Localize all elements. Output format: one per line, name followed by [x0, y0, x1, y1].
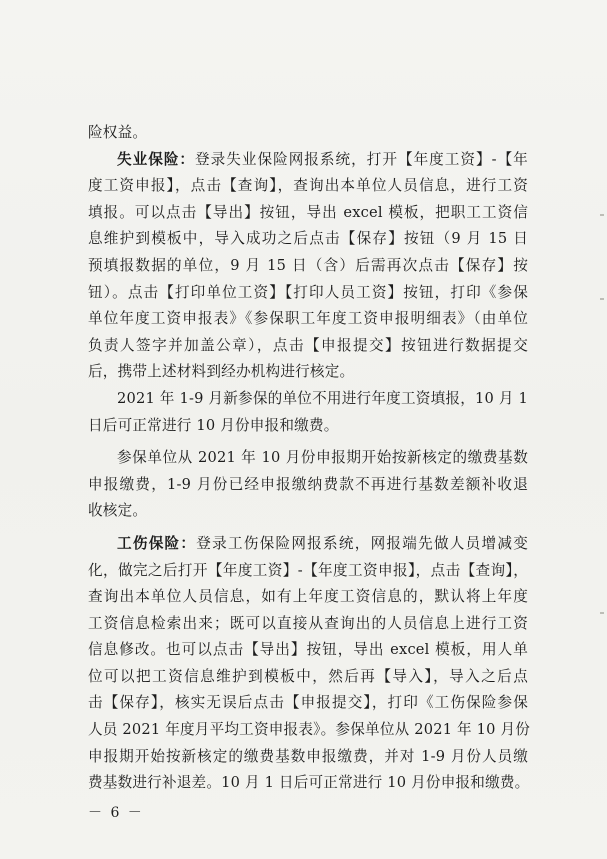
text-line: 填报。可以点击【导出】按钮，导出 excel 模板，把职工工资信: [88, 203, 528, 221]
text-line: 后，携带上述材料到经办机构进行核定。: [88, 363, 355, 381]
scan-mark: [600, 298, 604, 300]
text-line: 查询出本单位人员信息，如有上年度工资信息的，默认将上年度: [88, 588, 528, 606]
text-line: 度工资申报】，点击【查询】，查询出本单位人员信息，进行工资: [88, 177, 528, 195]
text-line: 位可以把工资信息维护到模板中，然后再【导入】，导入之后点: [88, 667, 528, 685]
text-line: 工资信息检索出来；既可以直接从查询出的人员信息上进行工资: [88, 614, 528, 632]
text-line: 失业保险：登录失业保险网报系统，打开【年度工资】-【年: [117, 150, 528, 168]
text-line: 单位年度工资申报表》《参保职工年度工资申报明细表》（由单位: [88, 310, 528, 328]
text-line: 日后可正常进行 10 月份申报和缴费。: [88, 416, 339, 434]
section-heading-work-injury: 工伤保险：: [117, 534, 197, 552]
text-line: 人员 2021 年度月平均工资申报表》。参保单位从 2021 年 10 月份: [88, 721, 531, 739]
text-line: 参保单位从 2021 年 10 月份申报期开始按新核定的缴费基数: [117, 449, 528, 467]
section-heading-unemployment: 失业保险：: [117, 150, 196, 168]
text-line: 预填报数据的单位，9 月 15 日（含）后需再次点击【保存】按: [88, 256, 528, 274]
document-body: [88, 120, 531, 797]
text-line: 收核定。: [88, 502, 148, 520]
scan-mark: [600, 214, 604, 216]
text-line: 息维护到模板中，导入成功之后点击【保存】按钮（9 月 15 日: [88, 230, 528, 248]
text-line: 击【保存】，核实无误后点击【申报提交】，打印《工伤保险参保: [88, 694, 528, 712]
text-line: 负责人签字并加盖公章），点击【申报提交】按钮进行数据提交: [88, 336, 528, 354]
text-line: 申报期开始按新核定的缴费基数申报缴费，并对 1-9 月份人员缴: [88, 747, 528, 765]
text-line: 化，做完之后打开【年度工资】-【年度工资申报】，点击【查询】，: [88, 561, 528, 579]
text-line: 2021 年 1-9 月新参保的单位不用进行年度工资填报，10 月 1: [117, 389, 528, 407]
text-line: 费基数进行补退差。10 月 1 日后可正常进行 10 月份申报和缴费。: [88, 774, 530, 792]
text-line: 申报缴费，1-9 月份已经申报缴纳费款不再进行基数差额补收退: [88, 475, 528, 493]
text-line: 钮）。点击【打印单位工资】【打印人员工资】按钮，打印《参保: [88, 283, 528, 301]
page-number: － 6 －: [88, 805, 144, 821]
text-line: 信息修改。也可以点击【导出】按钮，导出 excel 模板，用人单: [88, 641, 528, 659]
text-line: 险权益。: [88, 124, 148, 141]
text-line: 工伤保险：登录工伤保险网报系统，网报端先做人员增减变: [117, 534, 528, 552]
scan-mark: [600, 612, 604, 614]
